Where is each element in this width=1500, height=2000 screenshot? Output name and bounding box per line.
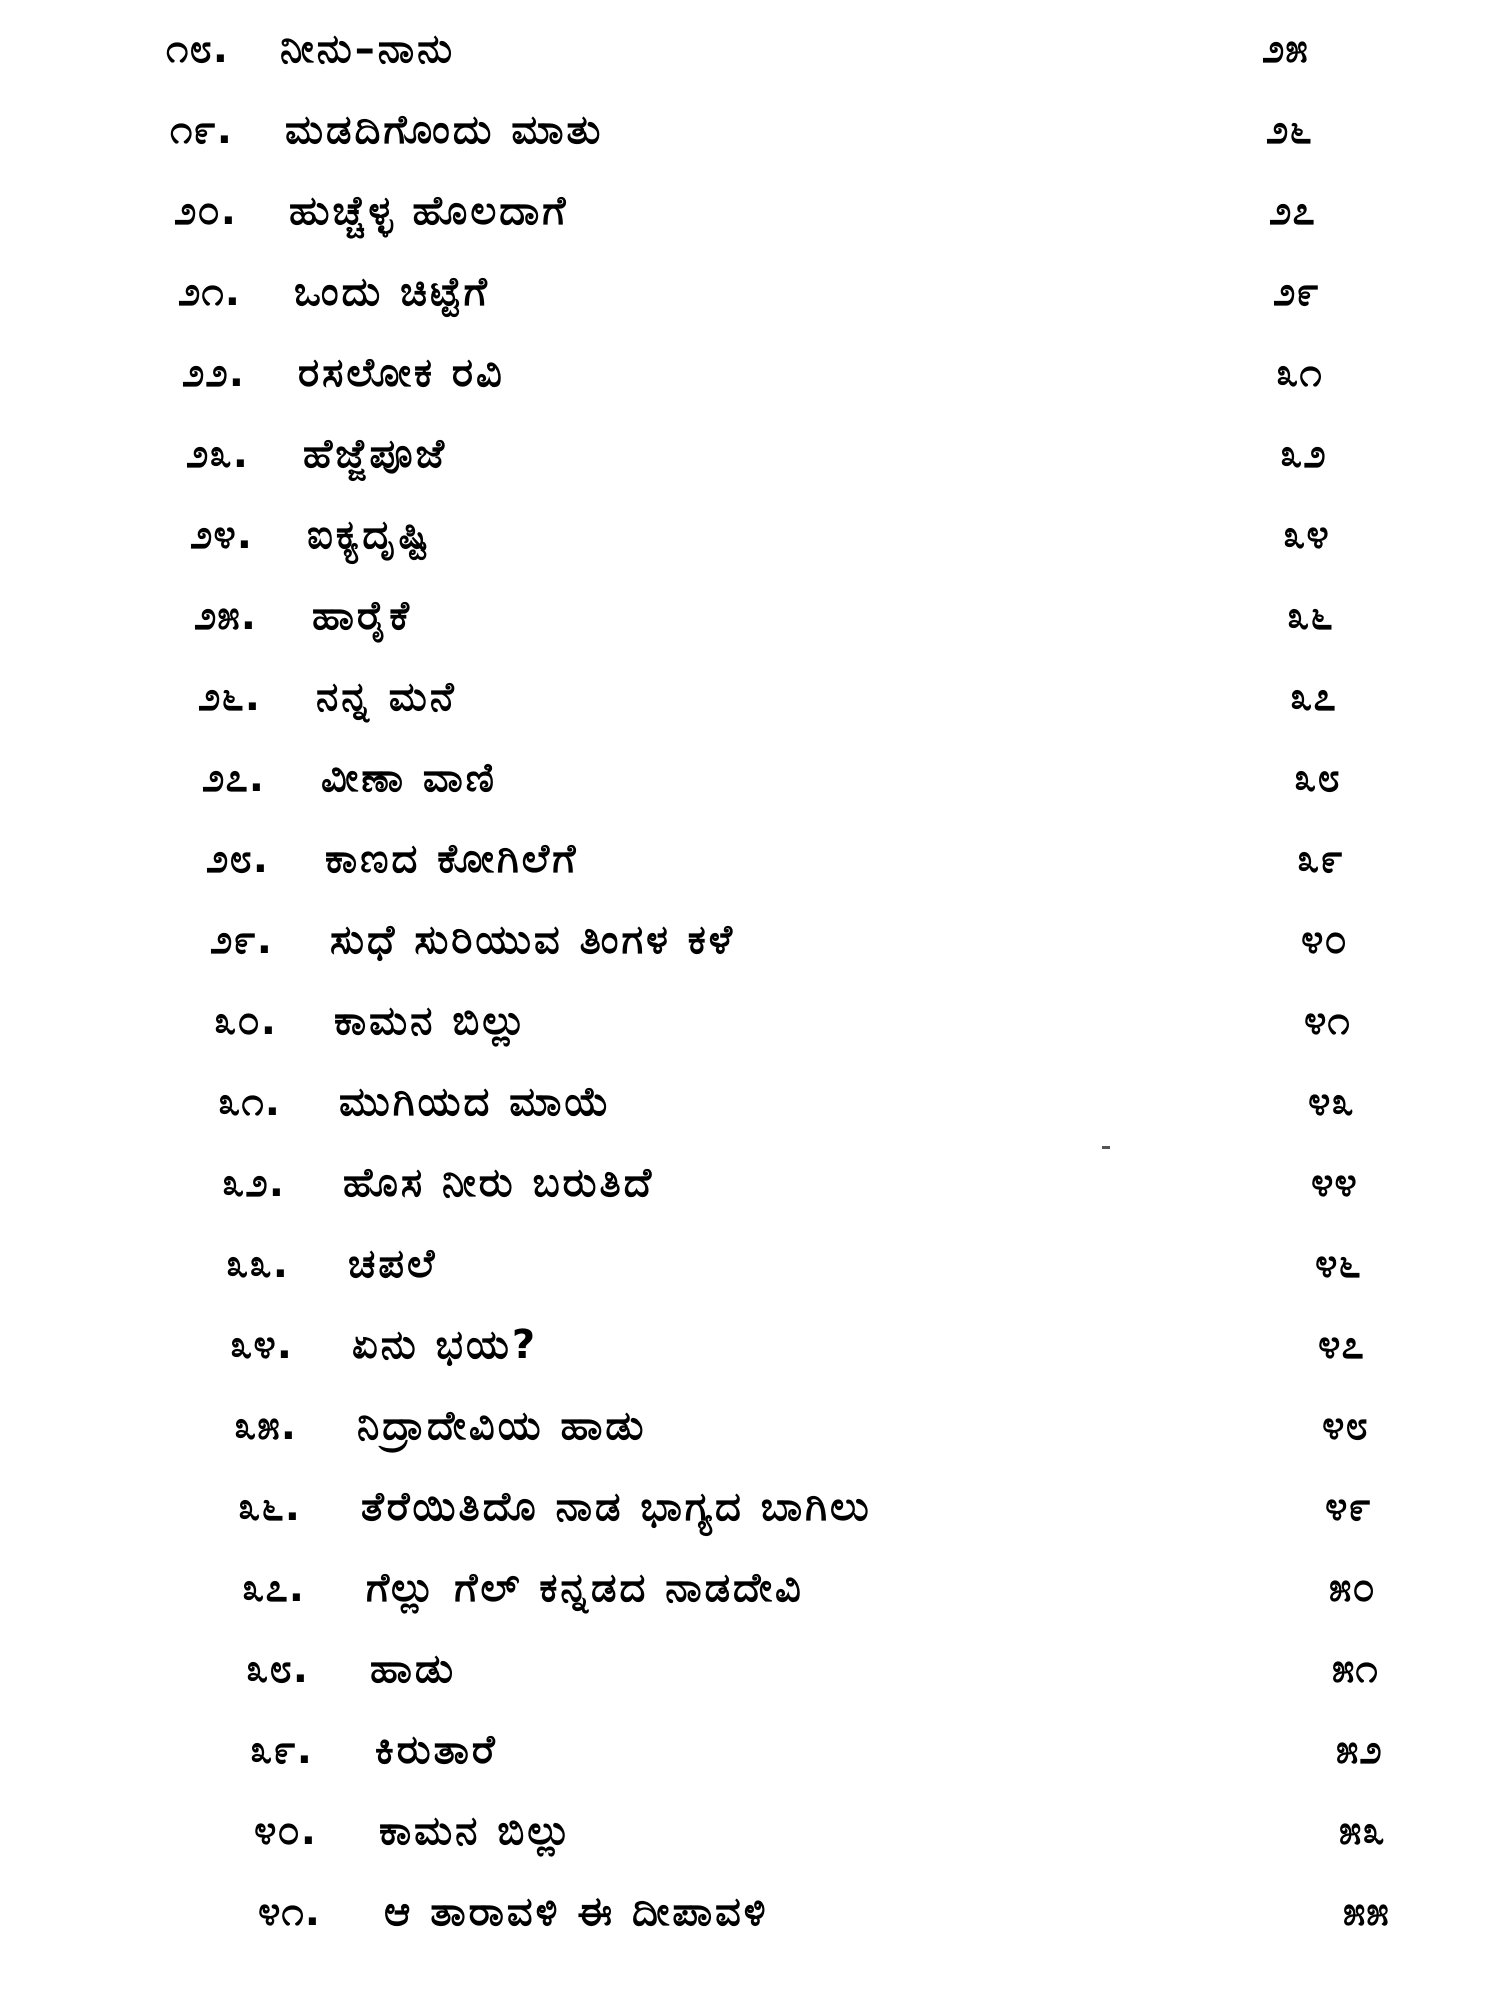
toc-entry [0, 1879, 1500, 1959]
entry-page-number: ೪೧ [1304, 998, 1351, 1044]
entry-number: ೩೫. [234, 1403, 297, 1449]
entry-page-number: ೩೭ [1290, 674, 1337, 720]
scan-speck [1102, 1146, 1110, 1149]
toc-entry [0, 1474, 1500, 1554]
entry-number: ೨೬. [198, 674, 261, 720]
entry-number: ೨೮. [206, 836, 269, 882]
entry-page-number: ೫೩ [1339, 1808, 1386, 1854]
entry-number: ೪೧. [258, 1889, 321, 1935]
entry-page-number: ೩೨ [1280, 431, 1327, 477]
entry-title: ಮಡದಿಗೊಂದು ಮಾತು [285, 107, 604, 153]
entry-number: ೨೭. [202, 755, 265, 801]
toc-entry [0, 97, 1500, 177]
toc-entry [0, 988, 1500, 1068]
toc-entry [0, 583, 1500, 663]
entry-number: ೩೨. [222, 1160, 285, 1206]
entry-number: ೩೬. [238, 1484, 301, 1530]
toc-entry [0, 826, 1500, 906]
entry-title: ಕಿರುತಾರೆ [375, 1727, 498, 1773]
entry-page-number: ೩೮ [1294, 755, 1341, 801]
toc-entry [0, 421, 1500, 501]
toc-entry [0, 1555, 1500, 1635]
entry-page-number: ೪೬ [1315, 1241, 1362, 1287]
entry-page-number: ೫೧ [1332, 1646, 1379, 1692]
entry-page-number: ೪೪ [1311, 1160, 1358, 1206]
entry-number: ೧೯. [170, 107, 233, 153]
entry-title: ನೀನು–ನಾನು [280, 26, 456, 72]
entry-title: ಐಕ್ಯದೃಷ್ಟಿ [307, 512, 432, 558]
entry-page-number: ೨೯ [1273, 269, 1320, 315]
entry-page-number: ೩೧ [1276, 350, 1323, 396]
toc-entry [0, 1150, 1500, 1230]
toc-entry [0, 745, 1500, 825]
entry-page-number: ೫೦ [1329, 1565, 1376, 1611]
entry-title: ಒಂದು ಚಿಟ್ಟೆಗೆ [294, 269, 490, 315]
entry-title: ಹೆಜ್ಜೆಪೂಜೆ [303, 431, 448, 477]
toc-entry [0, 1798, 1500, 1878]
entry-page-number: ೨೭ [1269, 188, 1316, 234]
entry-number: ೩೦. [214, 998, 277, 1044]
toc-entry [0, 664, 1500, 744]
entry-title: ಏನು ಭಯ? [352, 1322, 539, 1368]
toc-entry [0, 907, 1500, 987]
toc-entry [0, 1069, 1500, 1149]
entry-title: ಕಾಮನ ಬಿಲ್ಲು [334, 998, 529, 1044]
entry-title: ನಿದ್ರಾದೇವಿಯ ಹಾಡು [357, 1403, 647, 1449]
toc-entry [0, 259, 1500, 339]
entry-number: ೩೯. [250, 1727, 313, 1773]
entry-number: ೨೨. [182, 350, 245, 396]
entry-page-number: ೨೫ [1262, 26, 1309, 72]
entry-title: ಸುಧೆ ಸುರಿಯುವ ತಿಂಗಳ ಕಳೆ [330, 917, 736, 963]
entry-page-number: ೩೬ [1287, 593, 1334, 639]
entry-number: ೨೯. [210, 917, 273, 963]
entry-title: ಆ ತಾರಾವಳಿ ಈ ದೀಪಾವಳಿ [384, 1889, 769, 1935]
entry-number: ೨೪. [190, 512, 253, 558]
entry-title: ಚಪಲೆ [348, 1241, 438, 1287]
entry-title: ಹಾರೈಕೆ [312, 593, 412, 639]
entry-number: ೨೫. [194, 593, 257, 639]
entry-number: ೩೮. [246, 1646, 309, 1692]
entry-page-number: ೩೪ [1283, 512, 1330, 558]
toc-entry [0, 502, 1500, 582]
entry-page-number: ೪೦ [1301, 917, 1348, 963]
entry-number: ೨೧. [178, 269, 241, 315]
entry-title: ಕಾಣದ ಕೋಗಿಲೆಗೆ [325, 836, 579, 882]
entry-number: ೨೦. [174, 188, 237, 234]
entry-title: ಹೊಸ ನೀರು ಬರುತಿದೆ [343, 1160, 655, 1206]
entry-number: ೩೪. [230, 1322, 293, 1368]
entry-page-number: ೩೯ [1297, 836, 1344, 882]
entry-title: ವೀಣಾ ವಾಣಿ [321, 755, 498, 801]
entry-page-number: ೫೫ [1343, 1889, 1390, 1935]
toc-entry [0, 178, 1500, 258]
entry-number: ೨೩. [186, 431, 249, 477]
entry-title: ರಸಲೋಕ ರವಿ [298, 350, 505, 396]
entry-title: ಕಾಮನ ಬಿಲ್ಲು [379, 1808, 574, 1854]
entry-page-number: ೪೯ [1325, 1484, 1372, 1530]
entry-number: ೩೭. [242, 1565, 305, 1611]
entry-number: ೩೩. [226, 1241, 289, 1287]
entry-title: ಹಾಡು [370, 1646, 457, 1692]
entry-number: ೩೧. [218, 1079, 281, 1125]
entry-number: ೧೮. [166, 26, 229, 72]
entry-page-number: ೪೭ [1318, 1322, 1365, 1368]
entry-title: ನನ್ನ ಮನೆ [316, 674, 457, 720]
toc-entry [0, 1231, 1500, 1311]
entry-title: ತೆರೆಯಿತಿದೊ ನಾಡ ಭಾಗ್ಯದ ಬಾಗಿಲು [361, 1484, 872, 1530]
toc-entry [0, 340, 1500, 420]
entry-title: ಹುಚ್ಚೆಳ್ಳ ಹೊಲದಾಗೆ [289, 188, 569, 234]
entry-page-number: ೫೨ [1336, 1727, 1383, 1773]
toc-entry [0, 1312, 1500, 1392]
toc-entry [0, 1393, 1500, 1473]
toc-entry [0, 16, 1500, 96]
toc-entry [0, 1717, 1500, 1797]
entry-page-number: ೨೬ [1266, 107, 1313, 153]
entry-title: ಗೆಲ್ಲು ಗೆಲ್ ಕನ್ನಡದ ನಾಡದೇವಿ [366, 1565, 804, 1611]
toc-entry [0, 1636, 1500, 1716]
entry-number: ೪೦. [254, 1808, 317, 1854]
entry-page-number: ೪೮ [1322, 1403, 1369, 1449]
entry-page-number: ೪೩ [1308, 1079, 1355, 1125]
entry-title: ಮುಗಿಯದ ಮಾಯೆ [339, 1079, 612, 1125]
